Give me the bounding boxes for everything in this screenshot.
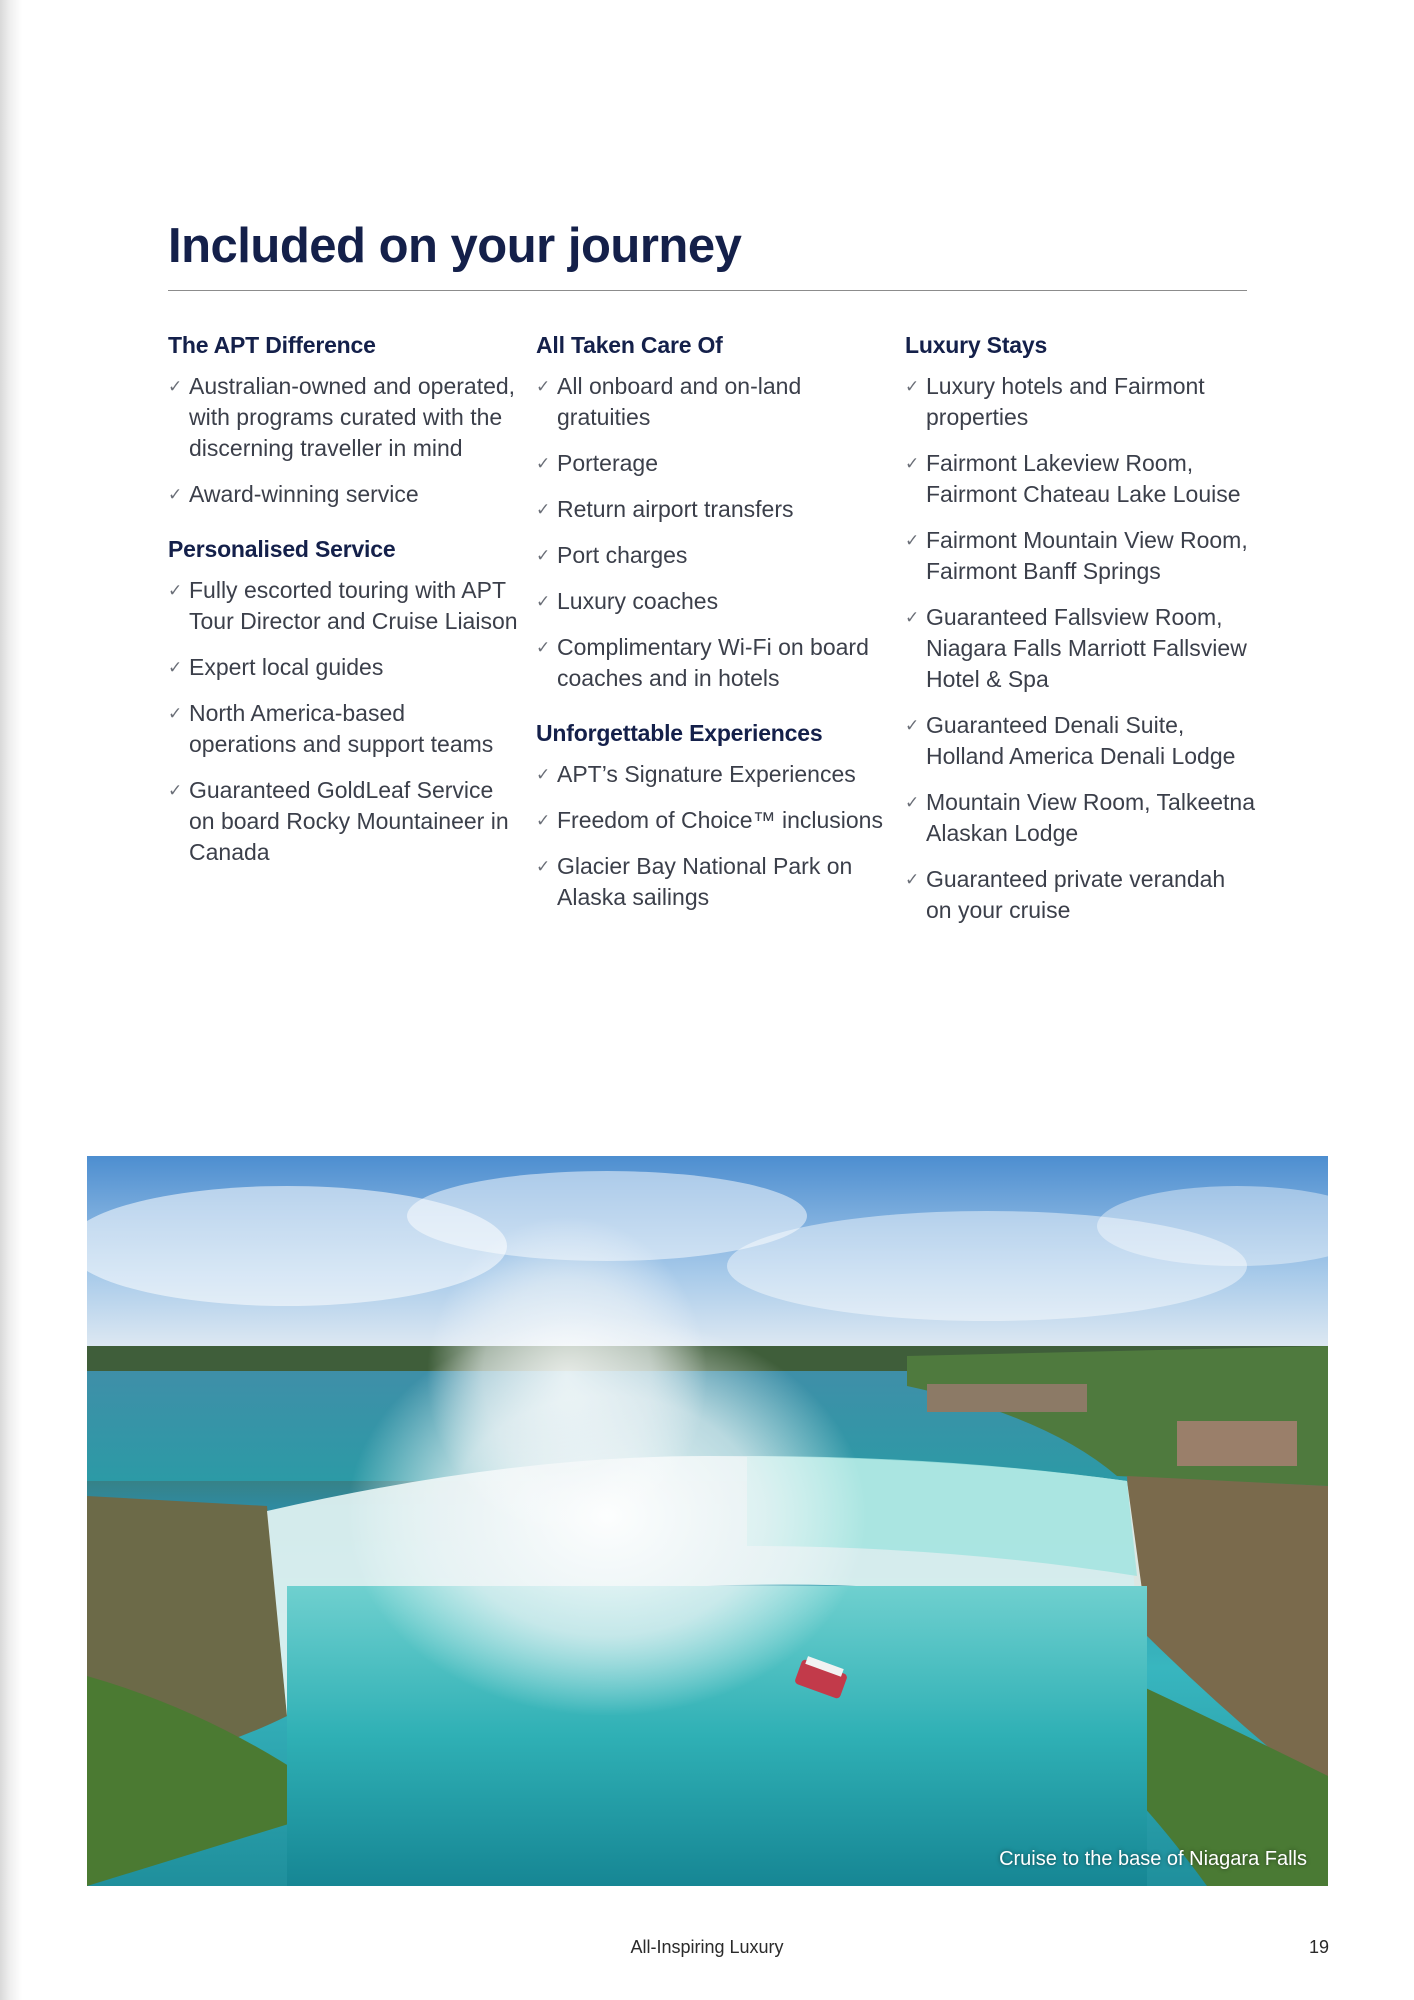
check-icon: ✓ (168, 485, 183, 504)
list-item (168, 371, 518, 464)
mist-cloud (427, 1216, 707, 1536)
check-icon: ✓ (536, 454, 551, 473)
list-item-text: Australian-owned and operated, with programs curated with the discerning traveller in mind (189, 373, 516, 461)
check-icon: ✓ (905, 531, 920, 550)
inclusions-column-1 (168, 332, 518, 868)
check-icon: ✓ (905, 716, 920, 735)
list-item-text: Luxury hotels and Fairmont properties (926, 373, 1205, 430)
list-item (536, 540, 886, 571)
check-icon: ✓ (905, 377, 920, 396)
list-item (168, 698, 518, 760)
list-item-text: Porterage (557, 450, 659, 476)
title-divider (168, 290, 1247, 291)
inclusions-column-3 (905, 332, 1255, 926)
list-item-text: Complimentary Wi-Fi on board coaches and in hotels (557, 634, 869, 691)
check-icon: ✓ (536, 638, 551, 657)
check-icon: ✓ (905, 793, 920, 812)
list-item (536, 494, 886, 525)
check-icon: ✓ (536, 377, 551, 396)
check-icon: ✓ (536, 592, 551, 611)
list-item (905, 525, 1255, 587)
list-item-text: Port charges (557, 542, 688, 568)
section-personalised-service (168, 536, 518, 868)
section-all-taken-care-of (536, 332, 886, 694)
section-heading: Unforgettable Experiences (536, 720, 823, 746)
check-icon: ✓ (905, 454, 920, 473)
list-item-text: Fully escorted touring with APT Tour Director and Cruise Liaison (189, 577, 518, 634)
list-item-text: Guaranteed Denali Suite, Holland America Denali Lodge (926, 712, 1236, 769)
check-icon: ✓ (168, 377, 183, 396)
list-item (536, 448, 886, 479)
photo-caption: Cruise to the base of Niagara Falls (999, 1848, 1307, 1870)
page-binding-shadow (0, 0, 22, 2000)
list-item-text: Fairmont Mountain View Room, Fairmont Banff Springs (926, 527, 1248, 584)
list-item-text: Award-winning service (189, 481, 419, 507)
list-item-text: Guaranteed Fallsview Room, Niagara Falls Marriott Fallsview Hotel & Spa (926, 604, 1247, 692)
list-item (905, 710, 1255, 772)
list-item (536, 632, 886, 694)
check-icon: ✓ (536, 811, 551, 830)
section-heading: All Taken Care Of (536, 332, 723, 358)
section-apt-difference (168, 332, 518, 510)
building (927, 1384, 1087, 1412)
tower-building (1177, 1421, 1297, 1466)
list-item-text: North America-based operations and support teams (189, 700, 494, 757)
list-item-text: All onboard and on-land gratuities (557, 373, 802, 430)
list-item (905, 602, 1255, 695)
page-title: Included on your journey (168, 219, 742, 273)
check-icon: ✓ (168, 704, 183, 723)
list-item-text: Luxury coaches (557, 588, 719, 614)
section-heading: Personalised Service (168, 536, 396, 562)
check-icon: ✓ (536, 546, 551, 565)
list-item-text: Glacier Bay National Park on Alaska sailings (557, 853, 853, 910)
list-item (168, 575, 518, 637)
list-item (905, 448, 1255, 510)
list-item (536, 851, 886, 913)
list-item-text: Guaranteed private verandah on your cruise (926, 866, 1226, 923)
check-icon: ✓ (536, 500, 551, 519)
footer-title: All-Inspiring Luxury (630, 1937, 784, 1957)
list-item (905, 787, 1255, 849)
check-icon: ✓ (168, 781, 183, 800)
check-icon: ✓ (905, 608, 920, 627)
list-item (168, 652, 518, 683)
section-heading: The APT Difference (168, 332, 376, 358)
list-item (536, 805, 886, 836)
page-number: 19 (1309, 1937, 1330, 1957)
check-icon: ✓ (168, 658, 183, 677)
section-heading: Luxury Stays (905, 332, 1048, 358)
list-item (536, 371, 886, 433)
list-item-text: APT’s Signature Experiences (557, 761, 856, 787)
list-item-text: Guaranteed GoldLeaf Service on board Rocky Mountaineer in Canada (189, 777, 509, 865)
niagara-falls-illustration (87, 1156, 1328, 1886)
list-item (168, 479, 518, 510)
list-item-text: Return airport transfers (557, 496, 794, 522)
niagara-falls-photo (87, 1156, 1328, 1886)
list-item-text: Mountain View Room, Talkeetna Alaskan Lodge (926, 789, 1256, 846)
list-item (536, 586, 886, 617)
check-icon: ✓ (536, 765, 551, 784)
list-item-text: Expert local guides (189, 654, 384, 680)
list-item-text: Freedom of Choice™ inclusions (557, 807, 883, 833)
list-item-text: Fairmont Lakeview Room, Fairmont Chateau Lake Louise (926, 450, 1241, 507)
list-item (905, 864, 1255, 926)
section-luxury-stays (905, 332, 1255, 926)
check-icon: ✓ (536, 857, 551, 876)
check-icon: ✓ (168, 581, 183, 600)
inclusions-column-2 (536, 332, 886, 913)
check-icon: ✓ (905, 870, 920, 889)
list-item (905, 371, 1255, 433)
section-unforgettable-experiences (536, 720, 886, 913)
list-item (536, 759, 886, 790)
list-item (168, 775, 518, 868)
